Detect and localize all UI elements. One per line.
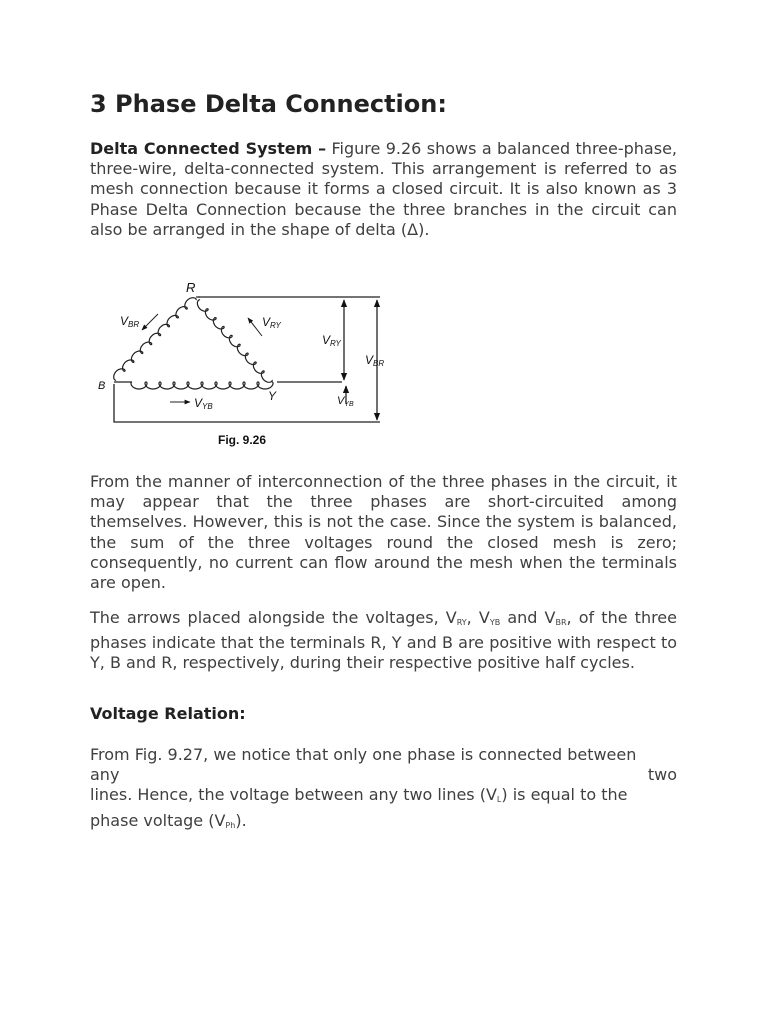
intro-lead: Delta Connected System – [90, 139, 327, 158]
figure-caption: Fig. 9.26 [218, 433, 267, 447]
paragraph-voltage-relation [90, 745, 677, 836]
label-line-v-br: VBR [365, 353, 385, 368]
page-title: 3 Phase Delta Connection: [90, 90, 447, 118]
arrow-vbr [142, 314, 158, 330]
delta-circuit-figure [92, 276, 392, 456]
node-label-b: B [98, 380, 106, 392]
intro-text: Figure 9.26 shows a balanced three-phase, three-wire, delta-connected system. This arrangement is referred to as mesh connection because it forms a closed circuit. It is also known as 3 Phase Delta Connection because the three branches in the circuit can also be arranged in the shape of delta (Δ). [90, 139, 677, 239]
delta-circuit-diagram [92, 276, 392, 452]
voltage-relation-line-1: From Fig. 9.27, we notice that only one phase is connected between [90, 745, 637, 764]
label-v-br: VBR [120, 314, 140, 329]
label-v-yb: VYB [194, 396, 213, 411]
subscript-l: L [496, 795, 502, 805]
voltage-relation-line-2: any two [90, 765, 677, 785]
subscript-yb: YB [489, 618, 501, 627]
node-label-r: R [186, 280, 196, 295]
voltage-relation-line-4: phase voltage $(V_{Ph})$. [90, 810, 247, 830]
paragraph-short-circuit: From the manner of interconnection of the three phases in the circuit, it may appear that the three phases are short-circuited among themselves. However, this is not the case. Since the system is balanced, the sum of the three voltages round the closed mesh is zero; consequently, no current can flow around the mesh when the terminals are open. [90, 472, 677, 593]
coil-ry [197, 300, 272, 383]
subscript-ry: RY [456, 618, 467, 627]
label-line-v-yb: VYB [337, 395, 354, 408]
label-v-ry: VRY [262, 315, 281, 330]
subscript-br: BR [555, 618, 567, 627]
intro-paragraph [90, 139, 677, 240]
voltage-relation-line-3: lines. Hence, the voltage between any two lines $(V_L)$ is equal to the [90, 785, 628, 805]
coil-yb [131, 382, 273, 389]
subscript-ph: Ph [225, 820, 236, 830]
coil-br [114, 298, 197, 381]
paragraph-arrows: The arrows placed alongside the voltages, $V_{RY}$, $V_{YB}$ and $V_{BR}$, of the three phases indicate that the terminals R, Y and B are positive with respect to Y, B and R, respectively, during their respective positive half cycles. [90, 608, 677, 673]
node-label-y: Y [268, 389, 277, 403]
voltage-relation-heading: Voltage Relation: [90, 704, 246, 723]
arrow-vry [248, 318, 262, 336]
label-line-v-ry: VRY [322, 333, 341, 348]
